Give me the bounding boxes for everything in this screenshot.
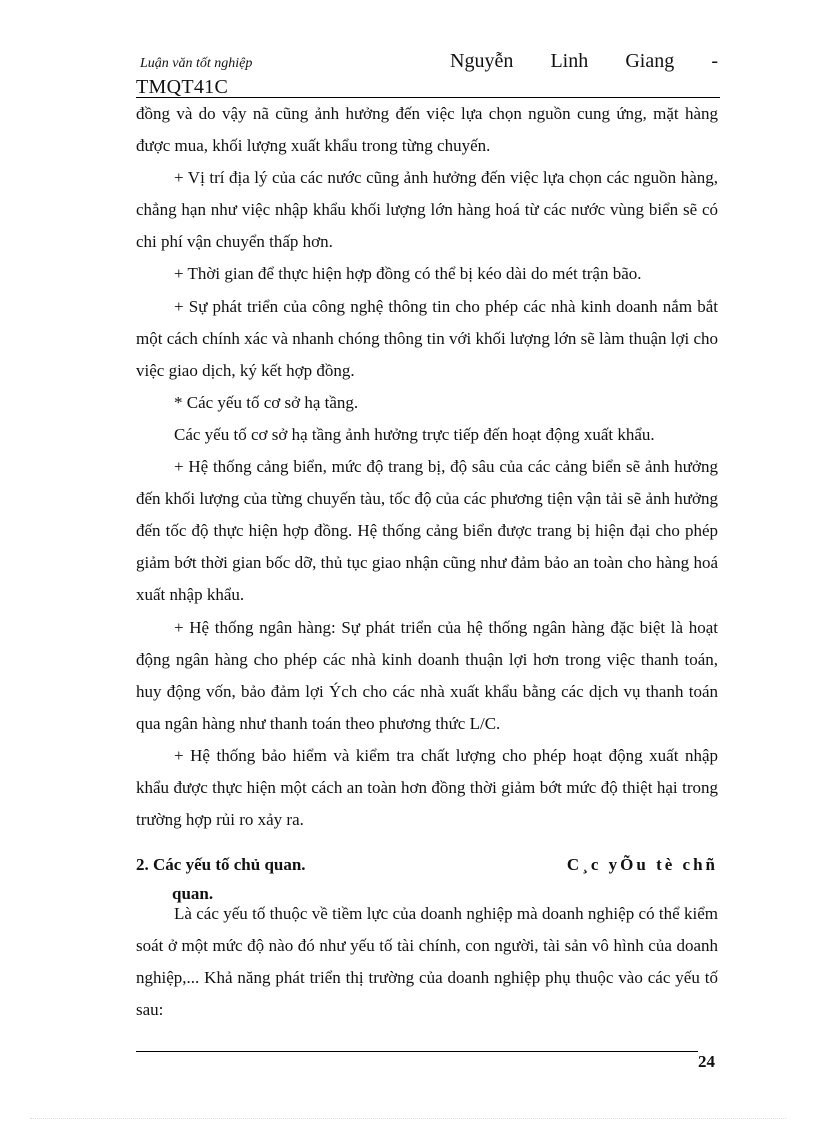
paragraph: + Sự phát triển của công nghệ thông tin cho phép các nhà kinh doanh nắm bắt một cách chính xác và nhanh chóng thông tin với khối lượng lớn sẽ làm thuận lợi cho việc giao dịch, ký kết hợp đồng.	[136, 296, 718, 380]
page-edge-dots	[30, 1118, 786, 1119]
author-first-name: Nguyễn	[450, 50, 514, 72]
page-number: 24	[698, 1052, 715, 1071]
body-text	[136, 98, 718, 836]
author-middle-name: Linh	[550, 50, 589, 72]
section-title-garbled: C¸c yÕu tè chñ	[566, 855, 718, 874]
paragraph: + Vị trí địa lý của các nước cũng ảnh hưởng đến việc lựa chọn các nguồn hàng, chẳng hạn như việc nhập khẩu khối lượng lớn hàng hoá từ các nước vùng biển sẽ có chi phí vận chuyển thấp hơn.	[136, 168, 718, 252]
section-title-wrap: quan.	[172, 884, 214, 903]
paragraph: + Hệ thống ngân hàng: Sự phát triển của hệ thống ngân hàng đặc biệt là hoạt động ngân hàng cho phép các nhà kinh doanh thuận lợi hơn trong việc thanh toán, huy động vốn, bảo đảm lợi Ých cho các nhà xuất khẩu bằng các dịch vụ thanh toán qua ngân hàng như thanh toán theo phương thức L/C.	[136, 617, 718, 733]
author-dash: -	[711, 50, 718, 72]
author-last-name: Giang	[625, 50, 675, 72]
paragraph: * Các yếu tố cơ sở hạ tầng.	[174, 392, 359, 412]
footer-divider	[136, 1051, 698, 1052]
paragraph: Các yếu tố cơ sở hạ tầng ảnh hưởng trực tiếp đến hoạt động xuất khẩu.	[174, 424, 655, 444]
paragraph: + Thời gian để thực hiện hợp đồng có thể bị kéo dài do mét trận bão.	[174, 264, 642, 284]
body-text-2	[136, 898, 718, 1026]
paragraph: đồng và do vậy nã cũng ảnh hưởng đến việc lựa chọn nguồn cung ứng, mặt hàng được mua, khối lượng xuất khẩu trong từng chuyến.	[136, 104, 718, 156]
paragraph: + Hệ thống cảng biển, mức độ trang bị, độ sâu của các cảng biển sẽ ảnh hưởng đến khối lượng của từng chuyến tàu, tốc độ của các phương tiện vận tải sẽ ảnh hưởng đến tốc độ thực hiện hợp đồng. Hệ thống cảng biển được trang bị hiện đại cho phép giảm bớt thời gian bốc dỡ, thủ tục giao nhận cũng như đảm bảo an toàn cho hàng hoá xuất nhập khẩu.	[136, 457, 718, 605]
header-thesis-label: Luận văn tốt nghiệp	[140, 56, 253, 71]
header-class-code: TMQT41C	[136, 76, 229, 98]
paragraph: + Hệ thống bảo hiểm và kiểm tra chất lượng cho phép hoạt động xuất nhập khẩu được thực hiện một cách an toàn hơn đồng thời giảm bớt mức độ thiệt hại trong trường hợp rủi ro xảy ra.	[136, 745, 718, 830]
paragraph: Là các yếu tố thuộc về tiềm lực của doanh nghiệp mà doanh nghiệp có thể kiểm soát ở một mức độ nào đó như yếu tố tài chính, con người, tài sản vô hình của doanh nghiệp,... Khả năng phát triển thị trường của doanh nghiệp phụ thuộc vào các yếu tố sau:	[136, 904, 718, 1020]
header-author	[450, 50, 718, 73]
section-title: 2. Các yếu tố chủ quan.	[136, 855, 306, 874]
